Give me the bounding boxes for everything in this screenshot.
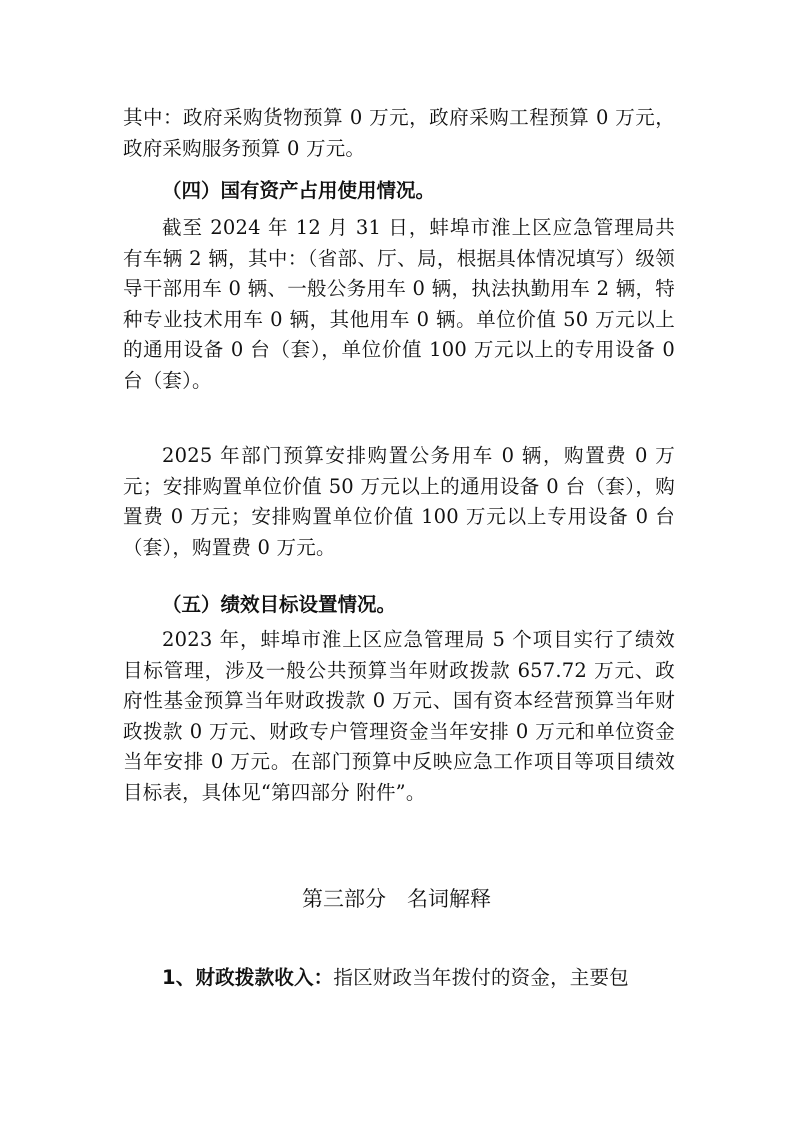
- term-definition-paragraph: [123, 963, 675, 994]
- term-label-fiscal-appropriation: 1、财政拨款收入：: [162, 966, 334, 989]
- section-heading-state-assets: （四）国有资产占用使用情况。: [162, 179, 436, 202]
- section-heading-performance-targets: （五）绩效目标设置情况。: [162, 593, 397, 616]
- state-assets-paragraph: 截至 2024 年 12 月 31 日，蚌埠市淮上区应急管理局共有车辆 2 辆，其中：（省部、厅、局，根据具体情况填写）级领导干部用车 0 辆、一般公务用车 0 辆，执法执勤用车 2 辆，特种专业技术用车 0 辆，其他用车 0 辆。单位价值 50 万元以上的通用设备 0 台（套），单位价值 100 万元以上的专用设备 0 台（套）。: [123, 216, 675, 392]
- part-three-title: 第三部分 名词解释: [302, 887, 491, 911]
- term-text-fiscal-appropriation: 指区财政当年拨付的资金，主要包: [333, 966, 629, 989]
- performance-targets-paragraph: 2023 年，蚌埠市淮上区应急管理局 5 个项目实行了绩效目标管理，涉及一般公共预算当年财政拨款 657.72 万元、政府性基金预算当年财政拨款 0 万元、国有资本经营预算当年财政拨款 0 万元、财政专户管理资金当年安排 0 万元和单位资金当年安排 0 万元。在部门预算中反映应急工作项目等项目绩效目标表，具体见“第四部分 附件”。: [123, 628, 675, 804]
- vehicle-purchase-paragraph: 2025 年部门预算安排购置公务用车 0 辆，购置费 0 万元；安排购置单位价值 50 万元以上的通用设备 0 台（套），购置费 0 万元；安排购置单位价值 100 万元以上专用设备 0 台（套），购置费 0 万元。: [123, 444, 675, 559]
- procurement-paragraph: 其中：政府采购货物预算 0 万元，政府采购工程预算 0 万元，政府采购服务预算 0 万元。: [123, 106, 675, 160]
